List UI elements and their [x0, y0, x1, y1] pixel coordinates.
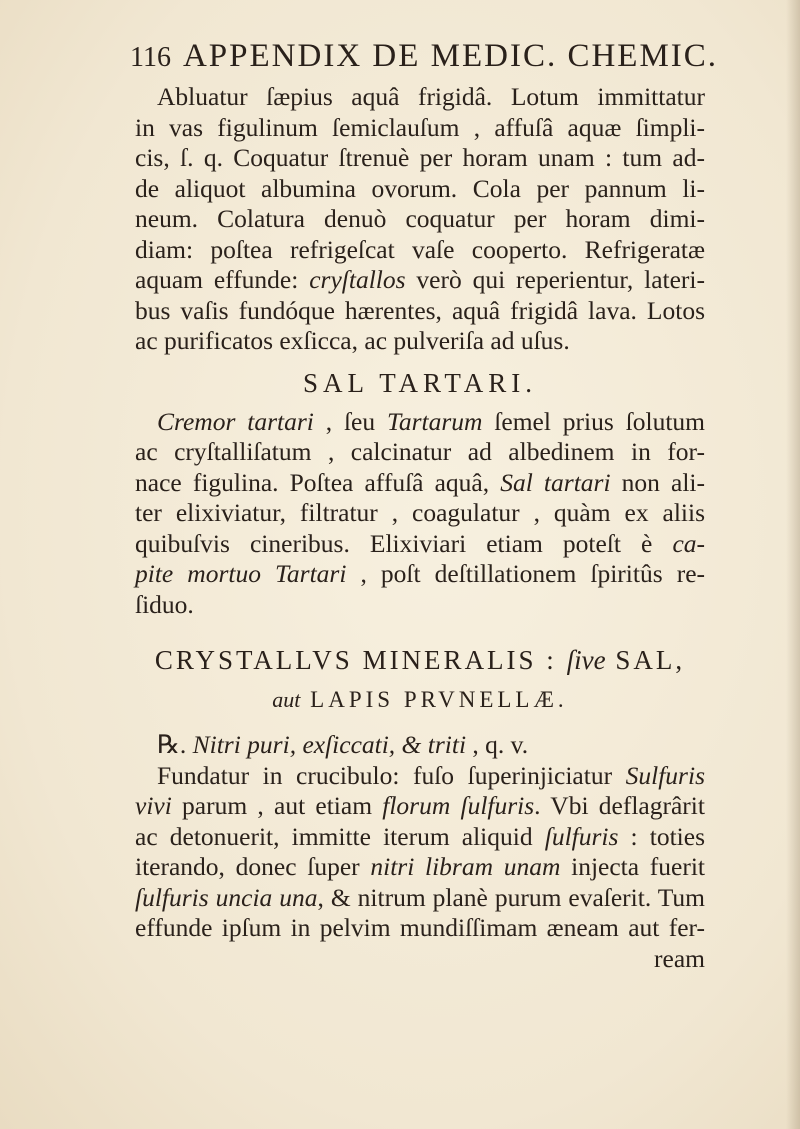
italic-term: pite mortuo Tartari [135, 559, 347, 588]
text-line: ſiduo. [135, 589, 194, 619]
text-span: CRYSTALLVS MINERALIS : [154, 645, 567, 675]
text-line [135, 883, 705, 914]
text-span: , ſeu [313, 406, 387, 436]
text-span: LAPIS PRVNELLÆ. [300, 687, 568, 712]
text-line: ac cryſtalliſatum , calcinatur ad albedinem in for- [135, 437, 705, 466]
italic-term: Tartarum [386, 406, 483, 436]
text-line: cis, ſ. q. Coquatur ſtrenuè per horam unam : tum ad- [135, 143, 705, 172]
running-title: APPENDIX DE MEDIC. CHEMIC. [182, 38, 719, 74]
text-line [135, 559, 705, 590]
text-line [135, 730, 705, 761]
italic-term: cryſtallos [309, 265, 406, 294]
text-line [135, 468, 705, 499]
text-span: nace figulina. Poſtea affuſâ aquâ, [135, 467, 501, 497]
italic-term: aut [272, 687, 301, 712]
italic-term: Sal tartari [500, 467, 611, 497]
italic-term: ca- [672, 528, 705, 558]
text-span: SAL, [605, 645, 686, 675]
text-span: verò qui reperientur, lateri- [405, 265, 705, 294]
italic-term: Sulfuris [625, 760, 705, 790]
section-heading-crystallus [135, 640, 705, 680]
text-span: , poſt deſtillationem ſpiritûs re- [346, 559, 706, 588]
italic-term: ſulfuris [544, 821, 619, 851]
text-span: parum , aut etiam [171, 791, 383, 820]
section-heading-sal-tartari: SAL TARTARI. [302, 367, 538, 398]
text-span: non ali- [610, 467, 706, 497]
text-line: diam: poſtea refrigeſcat vaſe cooperto. Refrigeratæ [135, 234, 705, 264]
text-line [135, 822, 705, 853]
italic-term: nitri libram unam [370, 852, 561, 881]
text-line: ter elixiviatur, filtratur , coagulatur , quàm ex aliis [135, 498, 705, 527]
text-span: iterando, donec ſuper [135, 852, 371, 881]
text-line: Abluatur ſæpius aquâ frigidâ. Lotum immittatur [157, 82, 705, 111]
text-span: , q. v. [466, 730, 529, 759]
text-line [135, 852, 705, 883]
text-line [135, 791, 705, 822]
text-line [135, 407, 705, 438]
text-line [135, 265, 705, 296]
text-line: de aliquot albumina ovorum. Cola per pannum li- [135, 173, 705, 203]
text-span: : toties [618, 821, 705, 851]
text-span: ac detonuerit, immitte iterum aliquid [135, 821, 545, 851]
text-line: effunde ipſum in pelvim mundiſſimam æneam aut fer- [135, 913, 705, 942]
italic-term: florum ſulfuris [382, 791, 535, 820]
text-line [135, 529, 705, 560]
catchword: ream [654, 943, 705, 973]
page-body [135, 82, 705, 974]
section-subheading [135, 684, 705, 716]
text-line: in vas figulinum ſemiclauſum , affuſâ aquæ ſimpli- [135, 112, 705, 142]
italic-term: Nitri puri, exſiccati, & triti [192, 730, 467, 759]
text-span: Fundatur in crucibulo: fuſo ſuperinjiciatur [157, 760, 626, 790]
text-line: ac purificatos exſicca, ac pulveriſa ad uſus. [135, 326, 570, 355]
italic-term: Cremor tartari [157, 406, 314, 436]
text-span: ſemel prius ſolutum [482, 406, 706, 436]
page-edge-shadow [786, 0, 800, 1129]
recipe-symbol: ℞. [157, 730, 193, 759]
text-span: quibuſvis cineribus. Elixiviari etiam poteſt è [135, 528, 673, 558]
text-line: neum. Colatura denuò coquatur per horam dimi- [135, 204, 705, 233]
text-span: injecta fuerit [560, 852, 705, 881]
italic-term: ſulfuris uncia una [135, 882, 318, 912]
italic-term: ſive [566, 645, 606, 675]
page-number: 116 [130, 42, 171, 73]
text-span: . Vbi deflagrârit [534, 791, 705, 820]
italic-term: vivi [135, 791, 172, 820]
running-header [130, 38, 719, 75]
text-span: aquam effunde: [135, 265, 310, 294]
text-span: , & nitrum planè purum evaſerit. Tum [317, 882, 705, 912]
text-line [135, 761, 705, 792]
text-line: bus vaſis fundóque hærentes, aquâ frigidâ lava. Lotos [135, 295, 705, 325]
